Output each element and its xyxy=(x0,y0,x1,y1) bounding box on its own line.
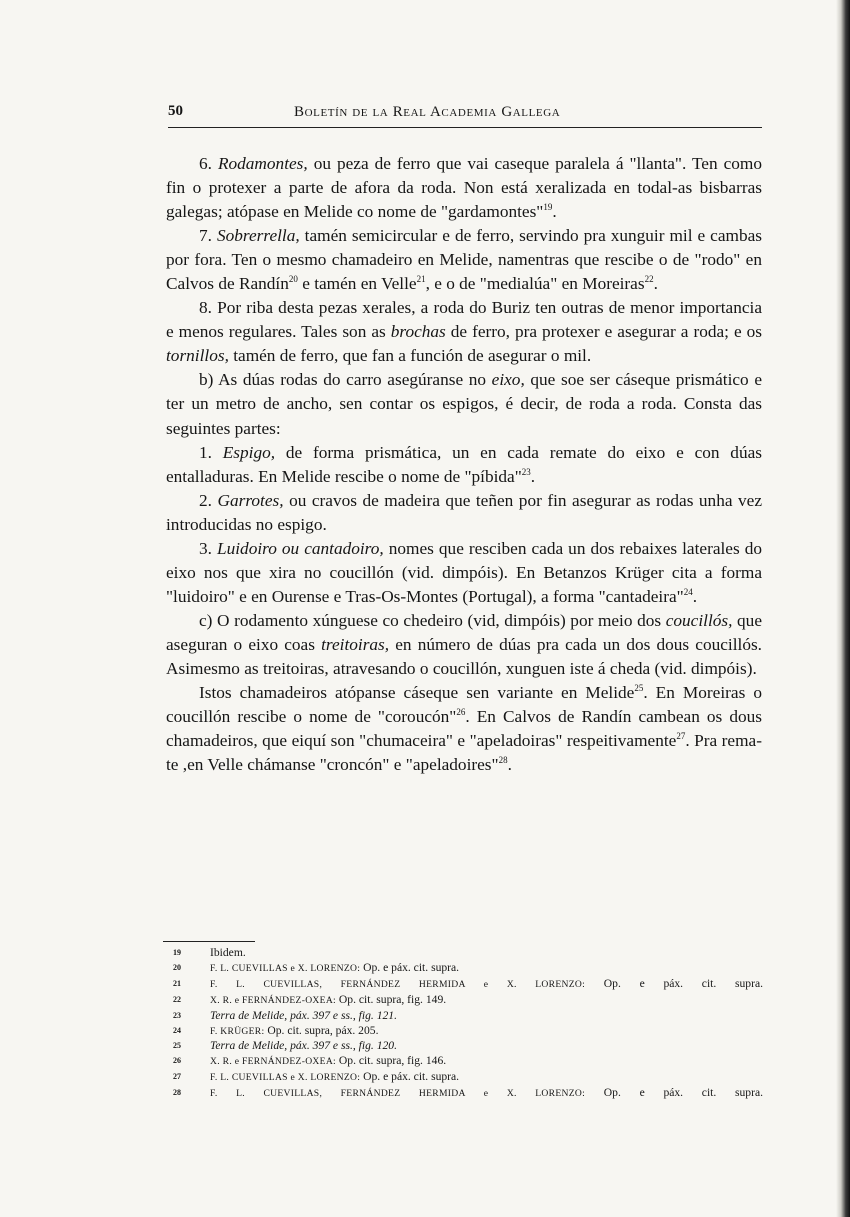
page-number: 50 xyxy=(168,103,183,119)
term-eixo: eixo, xyxy=(491,370,525,390)
footnote-23: 23 Terra de Melide, páx. 397 e ss., fig. 121. xyxy=(173,1008,397,1022)
footnote-ref: 23 xyxy=(521,466,531,477)
footnote-ref: 28 xyxy=(498,755,508,766)
paragraph-eixo: b) As dúas rodas do carro asegúranse no eixo, que soe ser cáseque prismático e ter un metro de ancho, sen contar os espigos, é decir, de roda a roda. Consta das seguintes partes: xyxy=(166,370,762,438)
footnote-21: 21 F. L. CUEVILLAS, FERNÁNDEZ HERMIDA e X. LORENZO: Op. e páx. cit. supra. xyxy=(173,976,764,990)
footnote-22: 22 X. R. e FERNÁNDEZ-OXEA: Op. cit. supra, fig. 149. xyxy=(173,992,447,1006)
footnote-ref: 19 xyxy=(543,202,553,213)
term-sobrerrella: Sobrerrella, xyxy=(216,226,300,246)
footnote-ref: 21 xyxy=(416,274,426,285)
page-header xyxy=(168,101,762,128)
footnote-24: 24 F. KRÜGER: Op. cit. supra, páx. 205. xyxy=(173,1023,379,1037)
footnote-27: 27 F. L. CUEVILLAS e X. LORENZO: Op. e páx. cit. supra. xyxy=(173,1070,460,1084)
footnote-ref: 20 xyxy=(288,274,298,285)
term-luidoiro: Luidoiro ou cantadoiro, xyxy=(217,538,384,558)
paragraph-sobrerrella: 7. Sobrerrella, tamén semicircular e de ferro, servindo pra xunguir mil e cambas por fora. Ten o mesmo chamadeiro en Melide, namentras que rescibe o de "rodo" en Calvos de Randín$^{20}$ e tamén en Velle$^{21}$, e o de "medialúa" en Moreiras$^{22}$. xyxy=(166,226,763,294)
book-binding-edge xyxy=(836,0,850,1217)
footnotes xyxy=(173,946,763,1102)
paragraph-chamadeiros: Istos chamadeiros atópanse cáseque sen variante en Melide$^{25}$. En Moreiras o coucillón rescibe o nome de "coroucón"$^{26}$. En Calvos de Randín cambean os dous chamadeiros, que eiquí son "chumaceira" e "apeladoiras" respeitivamente$^{27}$. Pra remate ,en Velle chámanse "croncón" e "apeladoires"$^{28}$. xyxy=(166,683,762,775)
paragraph-pezas-menores: 8. Por riba desta pezas xerales, a roda do Buriz ten outras de menor importancia e menos regulares. Tales son as brochas de ferro, pra protexer e asegurar a roda; e os tornillos, tamén de ferro, que fan a función de asegurar o mil. xyxy=(166,298,762,366)
term-rodamontes: Rodamontes, xyxy=(217,154,308,173)
footnote-26: 26 X. R. e FERNÁNDEZ-OXEA: Op. cit. supra, fig. 146. xyxy=(173,1054,447,1068)
footnote-divider xyxy=(163,941,255,942)
footnote-ref: 22 xyxy=(644,274,654,285)
paragraph-garrotes: 2. Garrotes, ou cravos de madeira que teñen por fin asegurar as rodas unha vez introducidas no espigo. xyxy=(166,490,762,534)
paragraph-luidoiro: 3. Luidoiro ou cantadoiro, nomes que resciben cada un dos rebaixes laterales do eixo nos que xira no coucillón (vid. dimpóis). En Betanzos Krüger cita a forma "luidoiro" e en Ourense e Tras-Os-Montes (Portugal), a forma "cantadeira"$^{24}$. xyxy=(166,538,763,606)
term-garrotes: Garrotes, xyxy=(217,490,284,510)
term-tornillos: tornillos, xyxy=(166,346,229,366)
term-treitoiras: treitoiras, xyxy=(321,634,390,654)
paragraph-rodamento: c) O rodamento xúnguese co chedeiro (vid, dimpóis) por meio dos coucillós, que aseguran o eixo coas treitoiras, en número de dúas pra cada un dos dous coucillós. Asimesmo as treitoiras, atravesando o coucillón, xunguen iste á cheda (vid. dimpóis). xyxy=(166,610,762,678)
footnote-ref: 25 xyxy=(634,683,644,694)
footnote-ref: 26 xyxy=(456,707,466,718)
footnote-28: 28 F. L. CUEVILLAS, FERNÁNDEZ HERMIDA e X. LORENZO: Op. e páx. cit. supra. xyxy=(173,1086,764,1100)
footnote-ref: 27 xyxy=(676,731,686,742)
footnote-ref: 24 xyxy=(683,586,693,597)
footnote-20: 20 F. L. CUEVILLAS e X. LORENZO: Op. e páx. cit. supra. xyxy=(173,960,460,974)
footnote-25: 25 Terra de Melide, páx. 397 e ss., fig. 120. xyxy=(173,1039,397,1053)
paragraph-espigo: 1. Espigo, de forma prismática, un en cada remate do eixo e con dúas entalladuras. En Melide rescibe o nome de "píbida"$^{23}$. xyxy=(166,442,762,486)
body-text xyxy=(166,152,762,777)
term-brochas: brochas xyxy=(390,322,446,342)
term-espigo: Espigo, xyxy=(222,442,276,462)
footnote-19: 19 Ibidem. xyxy=(173,946,246,959)
term-coucillos: coucillós, xyxy=(665,610,733,630)
running-title: Boletín de la Real Academia Gallega xyxy=(294,104,561,120)
paragraph-rodamontes: 6. Rodamontes, ou peza de ferro que vai caseque paralela á "llanta". Ten como fin o protexer a parte de afora da roda. Non está xeralizada en todal-as bisbarras galegas; atópase en Melide co nome de "gardamontes"$^{19}$. xyxy=(166,154,762,222)
